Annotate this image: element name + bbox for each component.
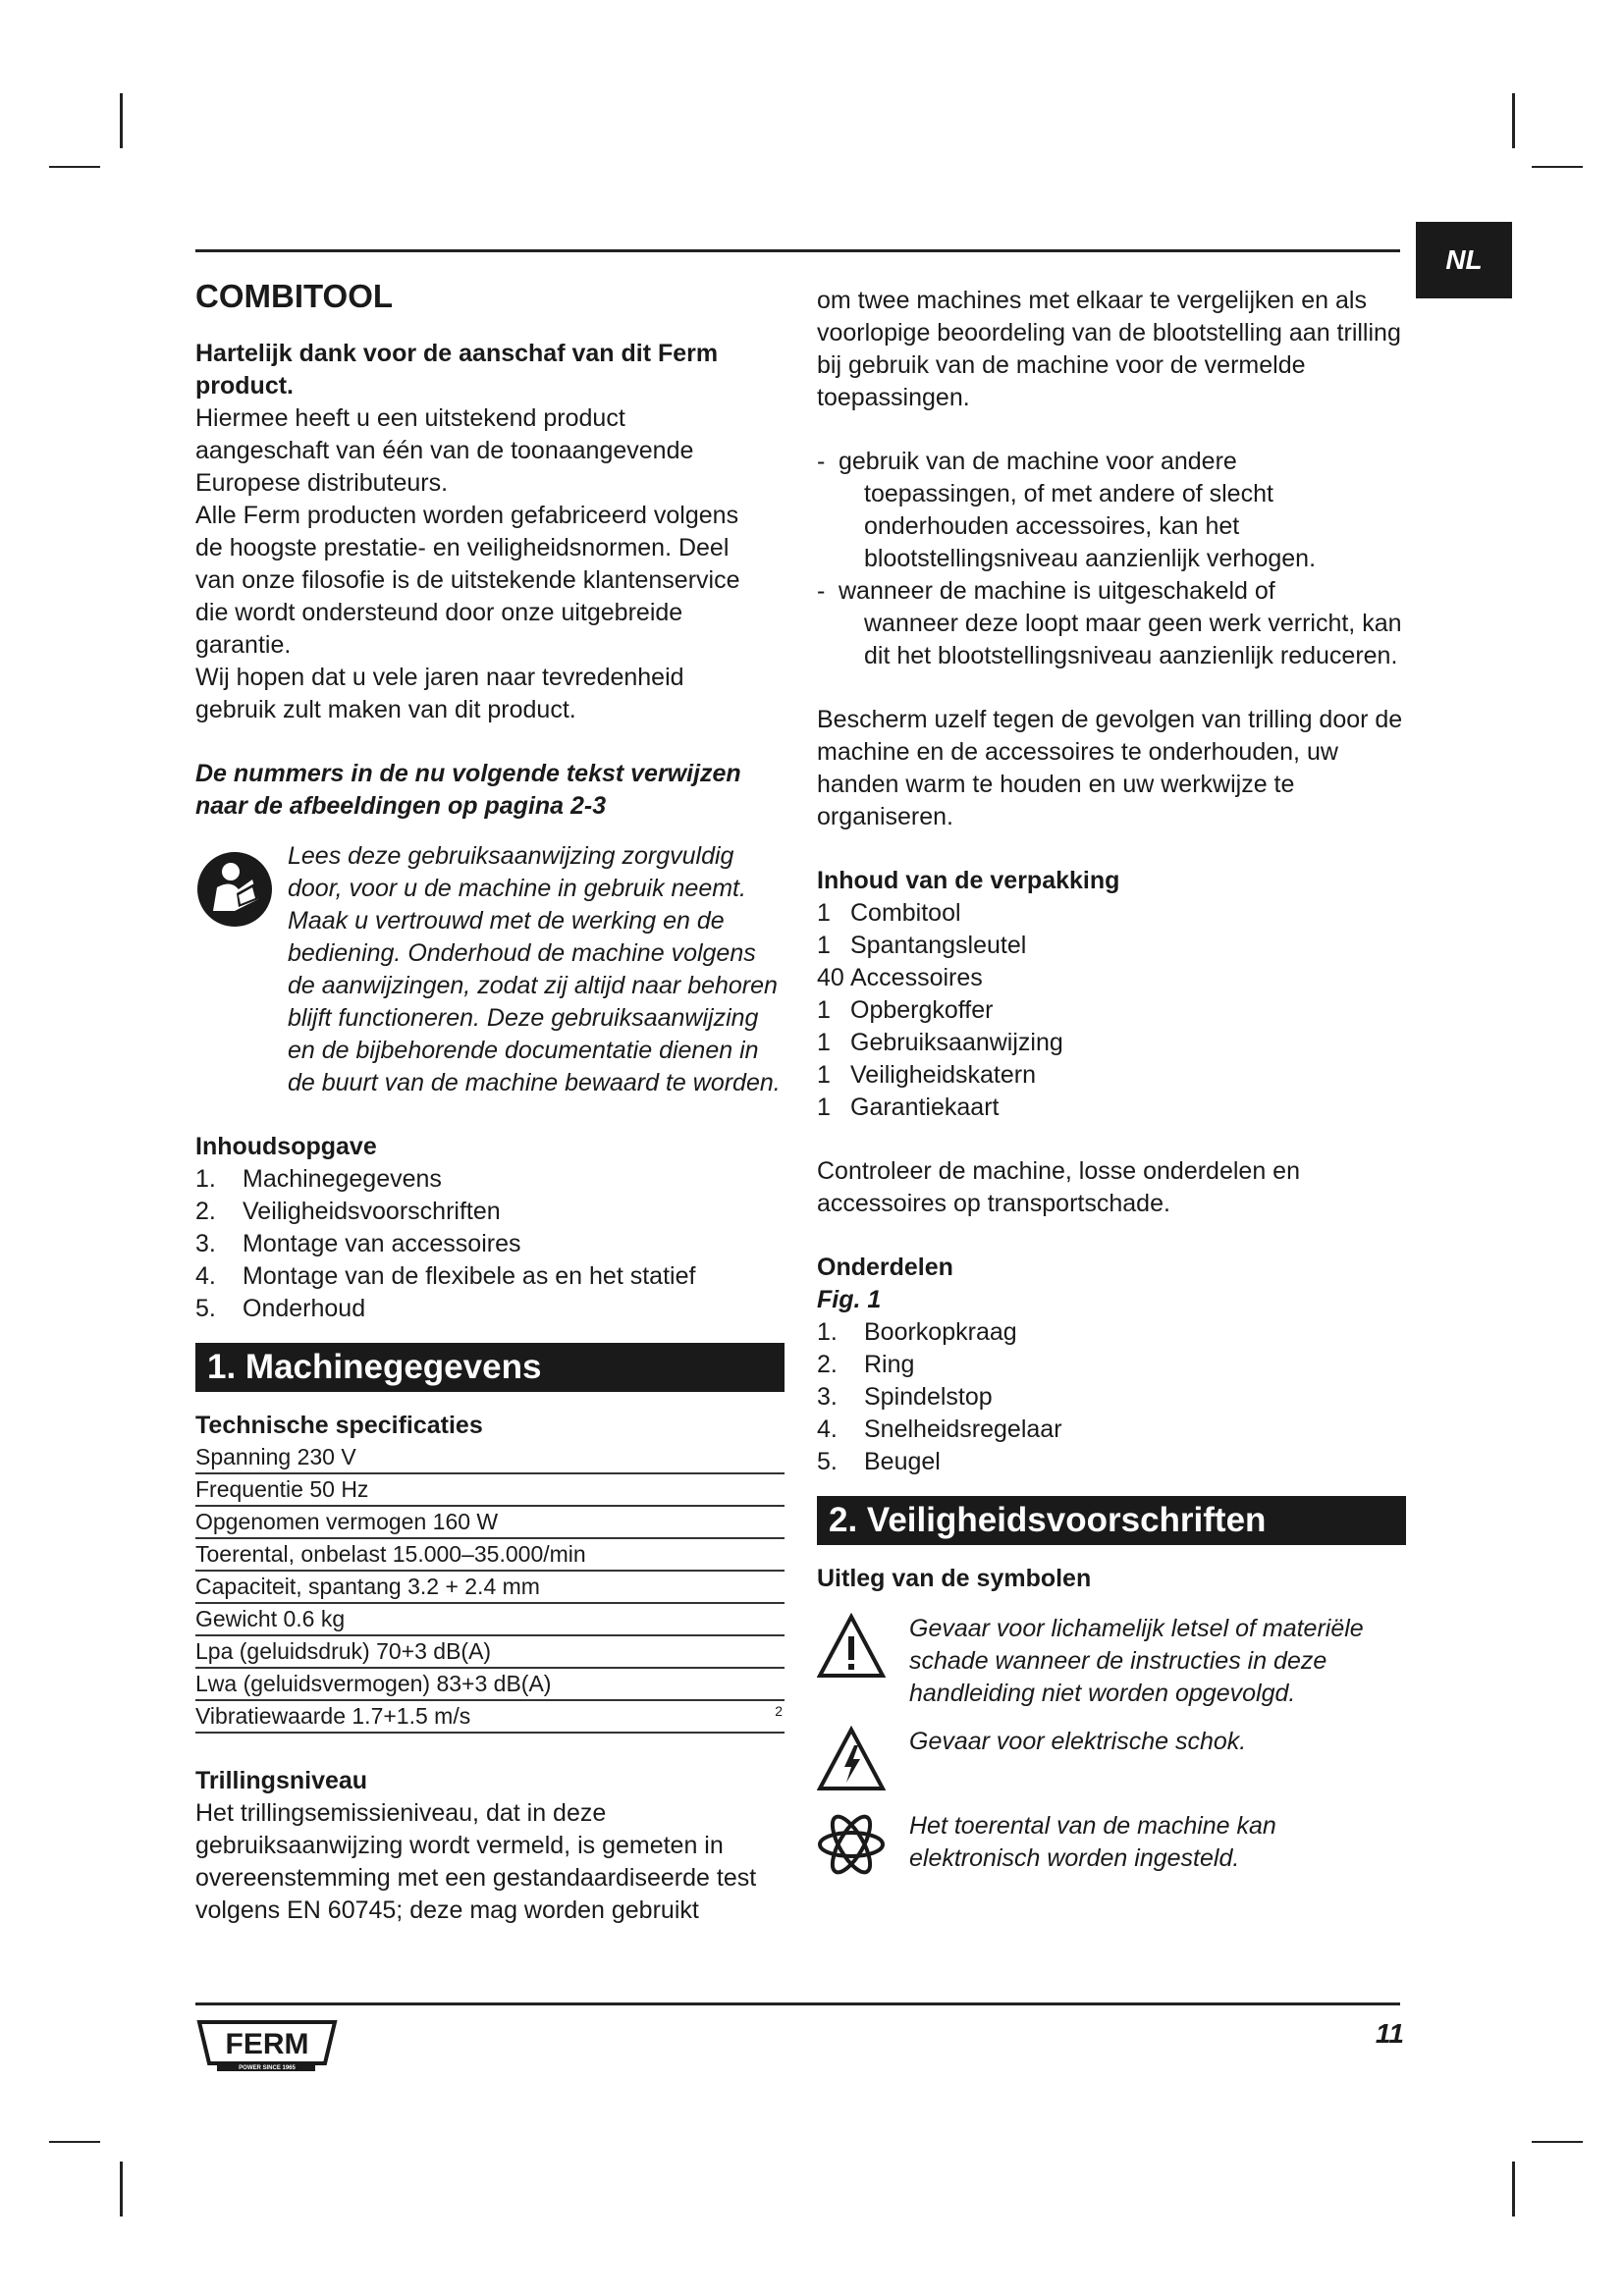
toc-label: Machinegegevens	[243, 1165, 442, 1193]
electric-shock-icon	[817, 1726, 886, 1794]
intro-text	[195, 402, 785, 726]
crop-mark	[120, 2162, 123, 2216]
spec-row	[195, 1507, 785, 1539]
spec-row	[195, 1572, 785, 1604]
package-qty: 1	[817, 899, 831, 927]
parts-label: Beugel	[864, 1448, 941, 1475]
logo-subtext: POWER SINCE 1965	[239, 2065, 296, 2071]
package-item	[817, 1059, 1406, 1092]
crop-mark	[1532, 166, 1583, 168]
parts-number: 5.	[817, 1448, 838, 1475]
parts-item	[817, 1349, 1406, 1381]
bullet-dash: -	[817, 577, 826, 605]
package-list	[817, 897, 1406, 1124]
spec-row	[195, 1701, 785, 1734]
crop-mark	[49, 2141, 100, 2143]
vibration-heading: Trillingsniveau	[195, 1767, 368, 1794]
parts-number: 1.	[817, 1318, 838, 1346]
package-label: Accessoires	[850, 964, 983, 991]
right-column	[817, 285, 1406, 1895]
package-item	[817, 994, 1406, 1027]
package-qty: 1	[817, 1061, 831, 1089]
intro-line: aangeschaft van één van de toonaangevende	[195, 437, 694, 464]
package-item	[817, 1027, 1406, 1059]
bullet-dash: -	[817, 448, 826, 475]
toc-heading: Inhoudsopgave	[195, 1133, 377, 1160]
vibration-continuation: om twee machines met elkaar te vergelijken en als voorlopige beoordeling van de blootstelling aan trilling bij gebruik van de machine voor de vermelde toepassingen.	[817, 287, 1401, 411]
toc-number: 2.	[195, 1198, 216, 1225]
crop-mark	[1512, 2162, 1515, 2216]
parts-item	[817, 1381, 1406, 1414]
spec-row	[195, 1636, 785, 1669]
bullet-first-line: gebruik van de machine voor andere	[839, 448, 1237, 475]
symbols-heading: Uitleg van de symbolen	[817, 1565, 1092, 1592]
package-label: Spantangsleutel	[850, 932, 1027, 959]
package-item	[817, 897, 1406, 930]
toc-number: 1.	[195, 1165, 216, 1193]
thanks-heading: Hartelijk dank voor de aanschaf van dit Ferm product.	[195, 340, 719, 400]
bullet-rest: toepassingen, of met andere of slecht onderhouden accessoires, kan het blootstellingsniveau aanzienlijk verhogen.	[864, 480, 1317, 572]
package-label: Gebruiksaanwijzing	[850, 1029, 1063, 1056]
parts-item	[817, 1414, 1406, 1446]
spec-row	[195, 1539, 785, 1572]
specs-table	[195, 1442, 785, 1734]
package-qty: 1	[817, 932, 831, 959]
spec-value: Spanning 230 V	[195, 1444, 356, 1469]
warning-icon	[817, 1613, 886, 1682]
intro-line: gebruik zult maken van dit product.	[195, 696, 576, 723]
intro-line: Wij hopen dat u vele jaren naar tevredenheid	[195, 664, 684, 691]
toc-number: 3.	[195, 1230, 216, 1257]
parts-label: Spindelstop	[864, 1383, 993, 1411]
spec-value: Gewicht 0.6 kg	[195, 1606, 346, 1631]
package-label: Garantiekaart	[850, 1094, 1000, 1121]
crop-mark	[1532, 2141, 1583, 2143]
page-number: 11	[1375, 2018, 1404, 2049]
package-heading: Inhoud van de verpakking	[817, 867, 1120, 894]
symbol-text: Het toerental van de machine kan elektronisch worden ingesteld.	[909, 1812, 1276, 1872]
parts-figure-ref: Fig. 1	[817, 1286, 882, 1313]
intro-line: garantie.	[195, 631, 292, 659]
bullet-item	[817, 446, 1406, 575]
parts-list	[817, 1316, 1406, 1478]
spec-value: Capaciteit, spantang 3.2 + 2.4 mm	[195, 1574, 540, 1599]
read-manual-icon	[195, 850, 274, 929]
logo-text: FERM	[225, 2028, 309, 2060]
parts-number: 3.	[817, 1383, 838, 1411]
toc-item	[195, 1293, 785, 1325]
spec-row	[195, 1669, 785, 1701]
check-text: Controleer de machine, losse onderdelen en accessoires op transportschade.	[817, 1157, 1300, 1217]
intro-line: Hiermee heeft u een uitstekend product	[195, 404, 625, 432]
read-manual-block	[195, 840, 785, 1099]
package-qty: 1	[817, 1094, 831, 1121]
package-item	[817, 962, 1406, 994]
parts-heading: Onderdelen	[817, 1254, 953, 1281]
symbol-row	[817, 1613, 1406, 1710]
section-heading-machinegegevens: 1. Machinegegevens	[195, 1343, 785, 1392]
read-manual-text: Lees deze gebruiksaanwijzing zorgvuldig door, voor u de machine in gebruik neemt. Maak u vertrouwd met de werking en de bediening. Onderhoud de machine volgens de aanwijzingen, zodat zij altijd naar behoren blijft functioneren. Deze gebruiksaanwijzing en de bijbehorende documentatie dienen in de buurt van de machine bewaard te worden.	[288, 842, 781, 1096]
intro-line: van onze filosofie is de uitstekende klantenservice	[195, 566, 740, 594]
symbol-text: Gevaar voor lichamelijk letsel of materiële schade wanneer de instructies in deze handleiding niet worden opgevolgd.	[909, 1615, 1364, 1707]
protect-text: Bescherm uzelf tegen de gevolgen van trilling door de machine en de accessoires te onderhouden, uw handen warm te houden en uw werkwijze te organiseren.	[817, 706, 1403, 830]
spec-value: Toerental, onbelast 15.000–35.000/min	[195, 1541, 586, 1567]
symbol-row	[817, 1810, 1406, 1879]
electronic-speed-icon	[817, 1810, 886, 1879]
toc-list	[195, 1163, 785, 1325]
toc-number: 5.	[195, 1295, 216, 1322]
parts-number: 4.	[817, 1415, 838, 1443]
package-item	[817, 930, 1406, 962]
intro-line: Alle Ferm producten worden gefabriceerd volgens	[195, 502, 739, 529]
language-tab: NL	[1416, 222, 1512, 298]
ferm-logo	[195, 2018, 339, 2073]
parts-item	[817, 1446, 1406, 1478]
package-qty: 1	[817, 1029, 831, 1056]
toc-item	[195, 1196, 785, 1228]
parts-label: Ring	[864, 1351, 915, 1378]
parts-label: Boorkopkraag	[864, 1318, 1017, 1346]
package-label: Combitool	[850, 899, 961, 927]
toc-label: Montage van accessoires	[243, 1230, 521, 1257]
package-item	[817, 1092, 1406, 1124]
header-rule	[195, 249, 1400, 252]
specs-heading: Technische specificaties	[195, 1412, 483, 1439]
package-label: Veiligheidskatern	[850, 1061, 1037, 1089]
bullet-rest: wanneer deze loopt maar geen werk verricht, kan dit het blootstellingsniveau aanzienlijk reduceren.	[864, 610, 1402, 669]
crop-mark	[120, 93, 123, 148]
intro-line: Europese distributeurs.	[195, 469, 449, 497]
parts-number: 2.	[817, 1351, 838, 1378]
product-title: COMBITOOL	[195, 278, 394, 314]
left-column	[195, 277, 785, 1927]
package-qty: 1	[817, 996, 831, 1024]
toc-number: 4.	[195, 1262, 216, 1290]
spec-row	[195, 1474, 785, 1507]
crop-mark	[49, 166, 100, 168]
toc-label: Onderhoud	[243, 1295, 366, 1322]
toc-item	[195, 1228, 785, 1260]
spec-value: Lwa (geluidsvermogen) 83+3 dB(A)	[195, 1671, 552, 1696]
parts-label: Snelheidsregelaar	[864, 1415, 1062, 1443]
section-heading-veiligheidsvoorschriften: 2. Veiligheidsvoorschriften	[817, 1496, 1406, 1545]
spec-value: Vibratiewaarde 1.7+1.5 m/s	[195, 1703, 471, 1729]
toc-item	[195, 1163, 785, 1196]
numbers-note: De nummers in de nu volgende tekst verwijzen naar de afbeeldingen op pagina 2-3	[195, 760, 741, 820]
intro-line: die wordt ondersteund door onze uitgebreide	[195, 599, 683, 626]
spec-value: Opgenomen vermogen 160 W	[195, 1509, 499, 1534]
crop-mark	[1512, 93, 1515, 148]
package-qty: 40	[817, 964, 844, 991]
parts-item	[817, 1316, 1406, 1349]
spec-value: Lpa (geluidsdruk) 70+3 dB(A)	[195, 1638, 492, 1664]
spec-row	[195, 1442, 785, 1474]
spec-row	[195, 1604, 785, 1636]
symbol-text: Gevaar voor elektrische schok.	[909, 1728, 1247, 1755]
spec-superscript: 2	[775, 1703, 783, 1719]
bullet-item	[817, 575, 1406, 672]
spec-value: Frequentie 50 Hz	[195, 1476, 369, 1502]
footer-rule	[195, 2002, 1400, 2005]
package-label: Opbergkoffer	[850, 996, 994, 1024]
intro-line: de hoogste prestatie- en veiligheidsnormen. Deel	[195, 534, 730, 561]
vibration-text: Het trillingsemissieniveau, dat in deze gebruiksaanwijzing wordt vermeld, is gemeten in overeenstemming met een gestandaardiseerde test volgens EN 60745; deze mag worden gebruikt	[195, 1799, 757, 1924]
toc-label: Veiligheidsvoorschriften	[243, 1198, 501, 1225]
bullet-first-line: wanneer de machine is uitgeschakeld of	[839, 577, 1275, 605]
toc-item	[195, 1260, 785, 1293]
toc-label: Montage van de flexibele as en het statief	[243, 1262, 696, 1290]
symbol-row	[817, 1726, 1406, 1794]
